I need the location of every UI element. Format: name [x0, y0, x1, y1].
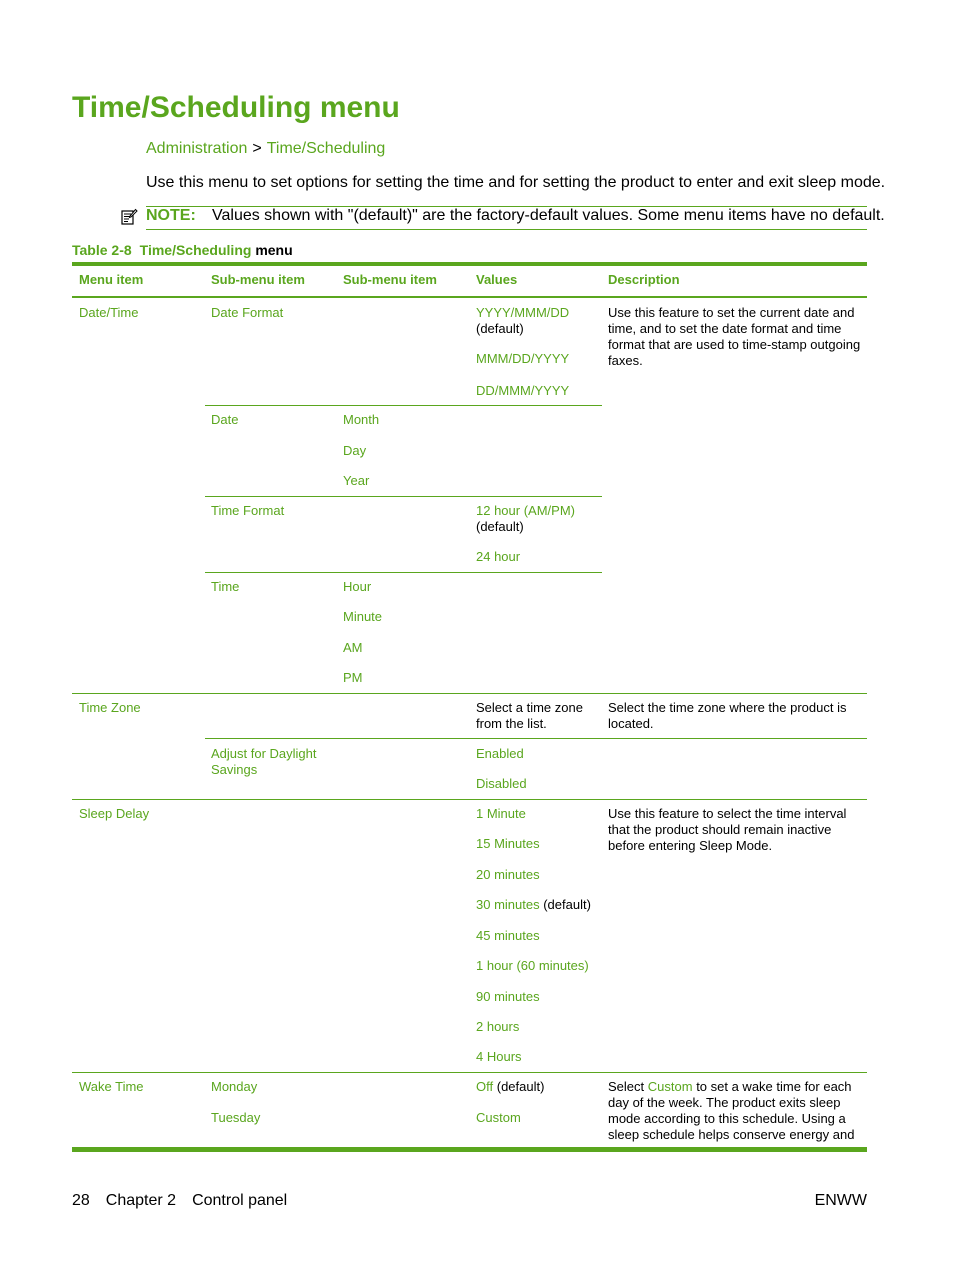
breadcrumb [146, 139, 385, 159]
description-date-time: Use this feature to set the current date and time, and to set the date format and time format that are used to time-stamp outgoing faxes. [608, 305, 861, 368]
desc-select-text: Select [608, 1079, 645, 1094]
value-30-minutes-link[interactable]: 30 minutes [476, 897, 540, 912]
description-time-zone: Select the time zone where the product is located. [608, 700, 847, 731]
note-text: Values shown with "(default)" are the factory-default values. Some menu items have no default. [212, 207, 885, 224]
page-title: Time/Scheduling menu [72, 91, 400, 124]
value-default-label: (default) [496, 1079, 545, 1094]
value-20-minutes[interactable]: 20 minutes [476, 867, 540, 882]
value-yyyy-mmm-dd [476, 305, 569, 337]
sub-item-date[interactable]: Date [211, 412, 239, 427]
value-off-link[interactable]: Off [476, 1079, 494, 1094]
value-mmm-dd-yyyy[interactable]: MMM/DD/YYYY [476, 351, 570, 366]
footer-section: Control panel [192, 1192, 288, 1209]
sub-item-am[interactable]: AM [343, 640, 363, 655]
value-dd-mmm-yyyy[interactable]: DD/MMM/YYYY [476, 383, 570, 398]
table-caption-name: Time/Scheduling [139, 242, 252, 258]
sub-item-time-format[interactable]: Time Format [211, 503, 285, 518]
row-rule [205, 572, 602, 573]
value-30-minutes [476, 897, 591, 913]
header-menu-item: Menu item [79, 272, 144, 287]
header-bottom-rule [72, 296, 867, 298]
sub-item-time[interactable]: Time [211, 579, 240, 594]
description-wake-time [608, 1079, 864, 1143]
time-scheduling-table [72, 262, 867, 1153]
menu-item-date-time[interactable]: Date/Time [79, 305, 139, 320]
desc-custom-link[interactable]: Custom [647, 1079, 693, 1094]
intro-paragraph: Use this menu to set options for setting the time and for setting the product to enter and exit sleep mode. [146, 174, 886, 191]
breadcrumb-administration-link[interactable]: Administration [146, 140, 248, 157]
note-icon [120, 208, 138, 226]
row-rule [205, 738, 867, 739]
value-15-minutes[interactable]: 15 Minutes [476, 836, 540, 851]
sub-item-date-format[interactable]: Date Format [211, 305, 284, 320]
value-off [476, 1079, 544, 1095]
table-caption [72, 242, 293, 258]
value-enabled[interactable]: Enabled [476, 746, 524, 761]
table-caption-number: Table 2-8 [72, 242, 132, 258]
note-box [114, 206, 885, 230]
sub-item-monday[interactable]: Monday [211, 1079, 258, 1094]
note-bottom-rule [146, 229, 867, 230]
header-sub-menu-item-2: Sub-menu item [343, 272, 437, 287]
value-yyyy-mmm-dd-link[interactable]: YYYY/MMM/DD [476, 305, 570, 320]
sub-item-year[interactable]: Year [343, 473, 370, 488]
value-custom[interactable]: Custom [476, 1110, 521, 1125]
sub-item-tuesday[interactable]: Tuesday [211, 1110, 261, 1125]
value-4-hours[interactable]: 4 Hours [476, 1049, 522, 1064]
sub-item-minute[interactable]: Minute [343, 609, 383, 624]
value-select-time-zone: Select a time zone from the list. [476, 700, 583, 731]
breadcrumb-time-scheduling-link[interactable]: Time/Scheduling [266, 140, 386, 157]
page-footer-left [72, 1192, 303, 1210]
table-bottom-bar [72, 1147, 867, 1152]
value-1-minute[interactable]: 1 Minute [476, 806, 526, 821]
sub-item-day[interactable]: Day [343, 443, 367, 458]
value-2-hours[interactable]: 2 hours [476, 1019, 520, 1034]
value-90-minutes[interactable]: 90 minutes [476, 989, 540, 1004]
description-sleep-delay: Use this feature to select the time interval that the product should remain inactive before entering Sleep Mode. [608, 806, 847, 853]
header-sub-menu-item-1: Sub-menu item [211, 272, 305, 287]
sub-item-hour[interactable]: Hour [343, 579, 372, 594]
value-45-minutes[interactable]: 45 minutes [476, 928, 540, 943]
row-rule [72, 799, 867, 800]
sub-item-month[interactable]: Month [343, 412, 380, 427]
value-default-label: (default) [476, 321, 524, 336]
header-description: Description [608, 272, 680, 287]
table-caption-suffix: menu [255, 242, 293, 258]
note-label: NOTE: [146, 207, 196, 224]
value-12-hour-link[interactable]: 12 hour (AM/PM) [476, 503, 575, 518]
breadcrumb-separator: > [252, 140, 262, 157]
page-number: 28 [72, 1192, 90, 1209]
footer-chapter: Chapter 2 [105, 1192, 177, 1209]
table-top-bar [72, 262, 867, 266]
value-default-label: (default) [543, 897, 591, 912]
row-rule [72, 1072, 867, 1073]
sub-item-pm[interactable]: PM [343, 670, 363, 685]
value-disabled[interactable]: Disabled [476, 776, 527, 791]
desc-rest-text: to set a wake time for each day of the week. The product exits sleep mode according to this schedule. Using a sleep schedule helps conserve energy and [608, 1079, 855, 1142]
sub-item-daylight-savings[interactable]: Adjust for Daylight Savings [211, 746, 317, 777]
value-12-hour [476, 503, 575, 535]
value-1-hour[interactable]: 1 hour (60 minutes) [476, 958, 589, 973]
row-rule [205, 496, 602, 497]
header-values: Values [476, 272, 518, 287]
menu-item-sleep-delay[interactable]: Sleep Delay [79, 806, 150, 821]
menu-item-time-zone[interactable]: Time Zone [79, 700, 141, 715]
value-24-hour[interactable]: 24 hour [476, 549, 521, 564]
value-default-label: (default) [476, 519, 524, 534]
menu-item-wake-time[interactable]: Wake Time [79, 1079, 144, 1094]
row-rule [72, 693, 867, 694]
page-footer-right: ENWW [814, 1192, 867, 1209]
row-rule [205, 405, 602, 406]
